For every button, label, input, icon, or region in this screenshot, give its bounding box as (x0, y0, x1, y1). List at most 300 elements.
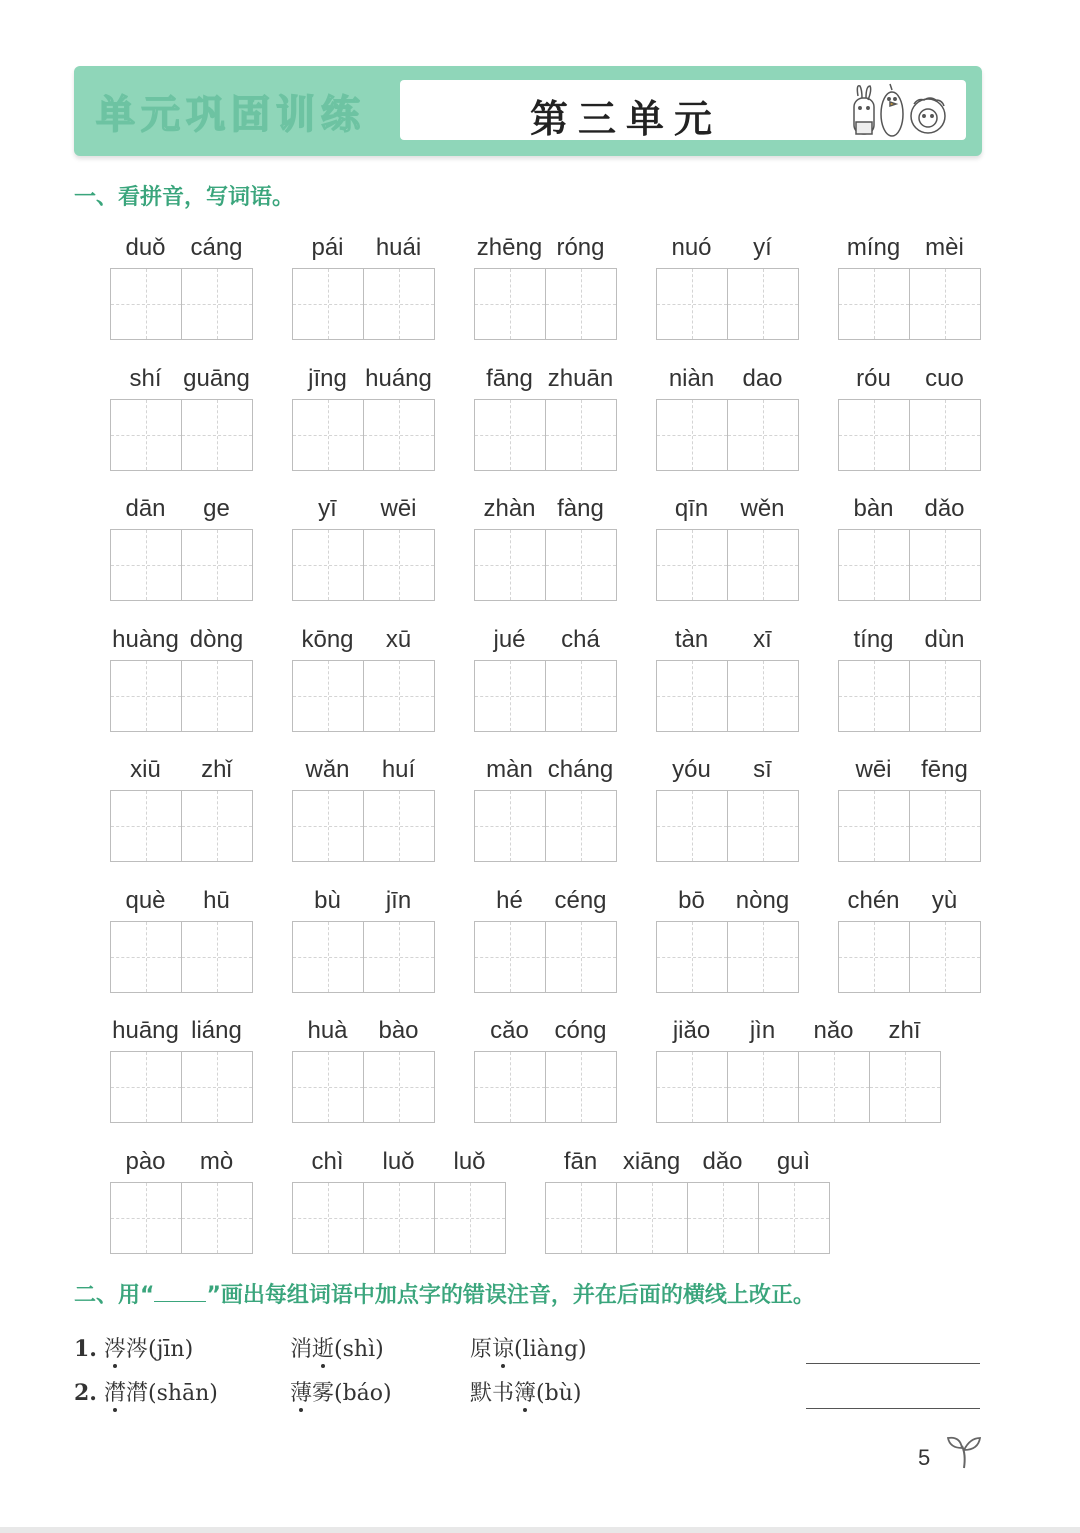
tianzige-grid (292, 268, 434, 340)
pinyin-row (110, 495, 252, 529)
writing-cell[interactable] (545, 529, 617, 601)
tianzige-grid (838, 268, 980, 340)
pinyin-row (474, 495, 616, 529)
pinyin-word (656, 234, 798, 340)
writing-cell[interactable] (758, 1182, 830, 1254)
pinyin-row (110, 756, 252, 790)
tianzige-grid (292, 790, 434, 862)
pinyin-word (110, 495, 252, 601)
pinyin-word (292, 1148, 505, 1254)
writing-cell[interactable] (292, 660, 364, 732)
pinyin-word (474, 365, 616, 471)
pinyin-row (292, 1017, 434, 1051)
writing-cell[interactable] (727, 1051, 799, 1123)
writing-cell[interactable] (909, 529, 981, 601)
pinyin-row (474, 365, 616, 399)
unit-title-panel (400, 80, 966, 140)
pinyin-syllable: xī (753, 626, 772, 653)
sprout-icon (946, 1434, 982, 1470)
writing-cell[interactable] (110, 268, 182, 340)
writing-cell[interactable] (110, 1051, 182, 1123)
pinyin-row (292, 626, 434, 660)
writing-cell[interactable] (656, 921, 728, 993)
writing-cell[interactable] (292, 529, 364, 601)
pinyin-syllable: hū (203, 887, 230, 914)
dotted-char: 薄 (290, 1381, 313, 1406)
pinyin-syllable: luǒ (382, 1148, 415, 1175)
pinyin-syllable: míng (846, 234, 901, 261)
pinyin-syllable: dān (125, 495, 166, 522)
writing-cell[interactable] (181, 268, 253, 340)
pinyin-syllable: jiǎo (672, 1017, 711, 1044)
dotted-char: 逝 (312, 1337, 335, 1362)
pinyin-word (110, 756, 252, 862)
pinyin-syllable: cáng (190, 234, 243, 261)
dotted-char: 涔 (103, 1337, 126, 1362)
pinyin-syllable: zhī (888, 1017, 921, 1044)
writing-cell[interactable] (616, 1182, 688, 1254)
writing-cell[interactable] (545, 1182, 617, 1254)
tianzige-grid (110, 268, 252, 340)
answer-line-1[interactable] (806, 1363, 980, 1364)
pinyin-syllable: chén (847, 887, 900, 914)
pinyin-row (838, 626, 980, 660)
writing-cell[interactable] (292, 1182, 364, 1254)
tianzige-grid (474, 399, 616, 471)
pinyin-syllable: qīn (674, 495, 709, 522)
writing-cell[interactable] (687, 1182, 759, 1254)
pinyin-row (656, 887, 798, 921)
tianzige-grid (292, 399, 434, 471)
writing-cell[interactable] (909, 399, 981, 471)
pinyin-word (656, 887, 798, 993)
pinyin-syllable: dòng (189, 626, 244, 653)
tianzige-grid (838, 399, 980, 471)
word-item: 潸潸(shān) (103, 1381, 218, 1406)
writing-cell[interactable] (798, 1051, 870, 1123)
pinyin-syllable: guì (776, 1148, 811, 1175)
writing-cell[interactable] (545, 660, 617, 732)
writing-cell[interactable] (838, 399, 910, 471)
tianzige-grid (474, 660, 616, 732)
pinyin-syllable: dǎo (702, 1148, 743, 1175)
tianzige-grid (474, 921, 616, 993)
pinyin-word (292, 626, 434, 732)
writing-cell[interactable] (474, 790, 546, 862)
writing-cell[interactable] (110, 399, 182, 471)
mascot-bird-icon (881, 84, 903, 136)
tianzige-grid (110, 399, 252, 471)
pinyin-word (838, 756, 980, 862)
tianzige-grid (656, 268, 798, 340)
pinyin-syllable: wǎn (305, 756, 350, 783)
pinyin-syllable: róng (556, 234, 605, 261)
writing-cell[interactable] (434, 1182, 506, 1254)
pinyin-row (110, 1148, 252, 1182)
exercise-item-2-word-3: 默书簿(bù) (470, 1381, 582, 1406)
pinyin-syllable: zhuān (547, 365, 614, 392)
writing-cell[interactable] (909, 268, 981, 340)
pinyin-syllable: wěn (740, 495, 785, 522)
writing-cell[interactable] (656, 660, 728, 732)
pinyin-syllable: tàn (674, 626, 709, 653)
tianzige-grid (292, 921, 434, 993)
pinyin-syllable: mèi (925, 234, 964, 261)
pinyin-syllable: nǎo (813, 1017, 854, 1044)
writing-cell[interactable] (474, 399, 546, 471)
tianzige-grid (474, 268, 616, 340)
tianzige-grid (110, 529, 252, 601)
pinyin-syllable: bào (378, 1017, 419, 1044)
writing-cell[interactable] (727, 399, 799, 471)
pinyin-row (292, 887, 434, 921)
title-underline-sample (154, 1283, 206, 1302)
pinyin-word (838, 365, 980, 471)
pinyin-syllable: huí (381, 756, 416, 783)
pinyin-syllable: màn (486, 756, 533, 783)
writing-cell[interactable] (656, 399, 728, 471)
pinyin-syllable: yī (318, 495, 337, 522)
pinyin-syllable: fēng (921, 756, 968, 783)
pinyin-word (656, 756, 798, 862)
exercise-item-1-word-3: 原谅(liàng) (470, 1337, 587, 1362)
pinyin-row (474, 756, 616, 790)
tianzige-grid (474, 790, 616, 862)
pinyin-syllable: wēi (855, 756, 892, 783)
writing-cell[interactable] (292, 1051, 364, 1123)
tianzige-grid (292, 1182, 505, 1254)
pinyin-word (656, 1017, 940, 1123)
writing-cell[interactable] (474, 268, 546, 340)
bottom-strip (0, 1527, 1080, 1533)
pinyin-row (110, 234, 252, 268)
pinyin-syllable: niàn (668, 365, 715, 392)
pinyin-syllable: zhǐ (201, 756, 232, 783)
writing-cell[interactable] (181, 399, 253, 471)
pinyin-word (110, 1148, 252, 1254)
pinyin-row (110, 1017, 252, 1051)
writing-cell[interactable] (474, 921, 546, 993)
writing-cell[interactable] (181, 1182, 253, 1254)
pinyin-row (110, 887, 252, 921)
pinyin-syllable: nuó (671, 234, 712, 261)
tianzige-grid (545, 1182, 829, 1254)
section2-title-before: 二、用“ (74, 1283, 155, 1308)
writing-cell[interactable] (545, 921, 617, 993)
pinyin-syllable: zhàn (483, 495, 536, 522)
tianzige-grid (656, 790, 798, 862)
pinyin-row (656, 234, 798, 268)
writing-cell[interactable] (110, 1182, 182, 1254)
writing-cell[interactable] (363, 660, 435, 732)
pinyin-word (110, 626, 252, 732)
pinyin-word (656, 626, 798, 732)
pinyin-syllable: huàng (112, 626, 179, 653)
writing-cell[interactable] (909, 660, 981, 732)
tianzige-grid (838, 529, 980, 601)
writing-cell[interactable] (292, 921, 364, 993)
pinyin-syllable: jìn (749, 1017, 776, 1044)
pinyin-word (474, 756, 616, 862)
pinyin-row (545, 1148, 829, 1182)
writing-cell[interactable] (181, 529, 253, 601)
pinyin-syllable: hé (496, 887, 523, 914)
pinyin-syllable: yí (753, 234, 772, 261)
writing-cell[interactable] (838, 790, 910, 862)
pinyin-row (656, 1017, 940, 1051)
writing-cell[interactable] (181, 790, 253, 862)
tianzige-grid (110, 1051, 252, 1123)
writing-cell[interactable] (656, 529, 728, 601)
writing-cell[interactable] (838, 529, 910, 601)
pinyin-row (656, 626, 798, 660)
writing-cell[interactable] (656, 1051, 728, 1123)
pinyin-word (292, 887, 434, 993)
writing-cell[interactable] (110, 660, 182, 732)
pinyin-syllable: róu (856, 365, 891, 392)
pinyin-syllable: mò (199, 1148, 234, 1175)
tianzige-grid (474, 1051, 616, 1123)
pinyin-syllable: huà (307, 1017, 348, 1044)
writing-cell[interactable] (292, 790, 364, 862)
pinyin-syllable: pái (311, 234, 344, 261)
pinyin-word (656, 495, 798, 601)
pinyin-word (838, 495, 980, 601)
pinyin-syllable: sī (753, 756, 772, 783)
tianzige-grid (292, 529, 434, 601)
writing-cell[interactable] (474, 1051, 546, 1123)
pinyin-row (838, 365, 980, 399)
pinyin-row (292, 495, 434, 529)
pinyin-syllable: huáng (365, 365, 432, 392)
pinyin-row (110, 365, 252, 399)
pinyin-word (292, 365, 434, 471)
pinyin-syllable: xiāng (622, 1148, 681, 1175)
mascot-rabbit-icon (854, 86, 874, 134)
pinyin-row (474, 887, 616, 921)
writing-cell[interactable] (909, 790, 981, 862)
tianzige-grid (656, 529, 798, 601)
pinyin-syllable: huāng (112, 1017, 179, 1044)
pinyin-row (292, 756, 434, 790)
tianzige-grid (656, 1051, 940, 1123)
section2-title (74, 1278, 815, 1309)
pinyin-syllable: luǒ (453, 1148, 486, 1175)
dotted-char: 簿 (514, 1381, 537, 1406)
pinyin-syllable: jīng (308, 365, 347, 392)
tianzige-grid (110, 660, 252, 732)
writing-cell[interactable] (545, 399, 617, 471)
mascot-group-icon (844, 82, 954, 140)
exercise-item-2-word-2: 薄雾(báo) (290, 1381, 392, 1406)
pinyin-syllable: cuo (925, 365, 964, 392)
pinyin-row (656, 495, 798, 529)
unit-title: 第三单元 (530, 97, 723, 141)
pinyin-word (474, 626, 616, 732)
writing-cell[interactable] (545, 1051, 617, 1123)
writing-cell[interactable] (474, 660, 546, 732)
answer-line-2[interactable] (806, 1408, 980, 1409)
writing-cell[interactable] (869, 1051, 941, 1123)
pinyin-syllable: huái (375, 234, 422, 261)
exercise-item-1-word-2: 消逝(shì) (290, 1337, 384, 1362)
pinyin-word (110, 887, 252, 993)
section2-title-after: ”画出每组词语中加点字的错误注音，并在后面的横线上改正。 (206, 1283, 815, 1308)
writing-cell[interactable] (838, 268, 910, 340)
writing-cell[interactable] (292, 268, 364, 340)
pinyin-word (838, 887, 980, 993)
writing-cell[interactable] (363, 399, 435, 471)
writing-cell[interactable] (727, 790, 799, 862)
dotted-char: 潸 (103, 1381, 126, 1406)
pinyin-syllable: dǎo (924, 495, 965, 522)
writing-cell[interactable] (838, 921, 910, 993)
dotted-char: 谅 (492, 1337, 515, 1362)
tianzige-grid (656, 921, 798, 993)
pinyin-row (292, 234, 434, 268)
tianzige-grid (110, 790, 252, 862)
writing-cell[interactable] (181, 921, 253, 993)
pinyin-word (292, 234, 434, 340)
pinyin-syllable: dùn (924, 626, 965, 653)
pinyin-row (474, 1017, 616, 1051)
exercise-number: 2. (74, 1380, 97, 1406)
pinyin-syllable: xiū (130, 756, 161, 783)
writing-cell[interactable] (110, 921, 182, 993)
exercise-number: 1. (74, 1336, 97, 1362)
writing-cell[interactable] (727, 660, 799, 732)
tianzige-grid (474, 529, 616, 601)
pinyin-word (474, 495, 616, 601)
pinyin-row (110, 626, 252, 660)
pinyin-row (838, 756, 980, 790)
pinyin-word (292, 1017, 434, 1123)
pinyin-row (656, 756, 798, 790)
pinyin-syllable: wēi (380, 495, 417, 522)
writing-cell[interactable] (727, 268, 799, 340)
pinyin-word (110, 1017, 252, 1123)
pinyin-syllable: kōng (301, 626, 354, 653)
tianzige-grid (292, 1051, 434, 1123)
writing-cell[interactable] (727, 921, 799, 993)
pinyin-word (110, 234, 252, 340)
pinyin-word (474, 1017, 616, 1123)
pinyin-syllable: yù (931, 887, 958, 914)
pinyin-row (292, 365, 434, 399)
pinyin-syllable: zhēng (476, 234, 543, 261)
pinyin-syllable: fān (563, 1148, 598, 1175)
pinyin-syllable: cǎo (490, 1017, 529, 1044)
writing-cell[interactable] (363, 1182, 435, 1254)
pinyin-word (474, 887, 616, 993)
writing-cell[interactable] (110, 790, 182, 862)
pinyin-row (656, 365, 798, 399)
pinyin-word (838, 234, 980, 340)
pinyin-syllable: céng (554, 887, 607, 914)
pinyin-word (292, 756, 434, 862)
pinyin-row (838, 234, 980, 268)
pinyin-syllable: nòng (735, 887, 790, 914)
pinyin-syllable: ge (203, 495, 230, 522)
tianzige-grid (292, 660, 434, 732)
header-banner (74, 66, 982, 156)
mascot-sheep-icon (911, 98, 945, 133)
pinyin-syllable: duǒ (125, 234, 166, 261)
pinyin-syllable: xū (385, 626, 412, 653)
tianzige-grid (656, 660, 798, 732)
tianzige-grid (838, 921, 980, 993)
writing-cell[interactable] (181, 1051, 253, 1123)
pinyin-row (474, 626, 616, 660)
writing-cell[interactable] (545, 790, 617, 862)
writing-cell[interactable] (727, 529, 799, 601)
tianzige-grid (110, 1182, 252, 1254)
writing-cell[interactable] (474, 529, 546, 601)
section1-title: 一、看拼音，写词语。 (74, 185, 295, 210)
pinyin-syllable: shí (129, 365, 162, 392)
writing-cell[interactable] (363, 268, 435, 340)
word-item: 涔涔(jīn) (103, 1337, 194, 1362)
exercise-item-1 (74, 1332, 193, 1363)
pinyin-syllable: tíng (853, 626, 894, 653)
writing-cell[interactable] (545, 268, 617, 340)
pinyin-syllable: bù (314, 887, 341, 914)
tianzige-grid (110, 921, 252, 993)
tianzige-grid (656, 399, 798, 471)
pinyin-word (545, 1148, 829, 1254)
tianzige-grid (838, 790, 980, 862)
pinyin-syllable: chá (561, 626, 600, 653)
pinyin-syllable: cháng (547, 756, 614, 783)
pinyin-word (474, 234, 616, 340)
writing-cell[interactable] (181, 660, 253, 732)
page-number: 5 (918, 1445, 931, 1470)
pinyin-row (838, 887, 980, 921)
pinyin-row (292, 1148, 505, 1182)
pinyin-syllable: chì (311, 1148, 344, 1175)
writing-cell[interactable] (656, 790, 728, 862)
writing-cell[interactable] (363, 1051, 435, 1123)
writing-cell[interactable] (363, 529, 435, 601)
writing-cell[interactable] (909, 921, 981, 993)
pinyin-syllable: què (125, 887, 166, 914)
pinyin-row (838, 495, 980, 529)
writing-cell[interactable] (110, 529, 182, 601)
tianzige-grid (838, 660, 980, 732)
pinyin-syllable: bàn (853, 495, 894, 522)
pinyin-syllable: yóu (672, 756, 711, 783)
writing-cell[interactable] (292, 399, 364, 471)
section-label: 单元巩固训练 (96, 93, 367, 138)
pinyin-word (838, 626, 980, 732)
pinyin-syllable: bō (678, 887, 705, 914)
writing-cell[interactable] (838, 660, 910, 732)
pinyin-row (474, 234, 616, 268)
pinyin-syllable: jué (493, 626, 526, 653)
pinyin-syllable: fàng (557, 495, 604, 522)
pinyin-word (110, 365, 252, 471)
pinyin-word (656, 365, 798, 471)
pinyin-syllable: pào (125, 1148, 166, 1175)
writing-cell[interactable] (363, 921, 435, 993)
pinyin-word (292, 495, 434, 601)
pinyin-syllable: jīn (385, 887, 412, 914)
exercise-item-2 (74, 1376, 218, 1407)
pinyin-syllable: dao (742, 365, 783, 392)
writing-cell[interactable] (363, 790, 435, 862)
writing-cell[interactable] (656, 268, 728, 340)
pinyin-syllable: cóng (554, 1017, 607, 1044)
